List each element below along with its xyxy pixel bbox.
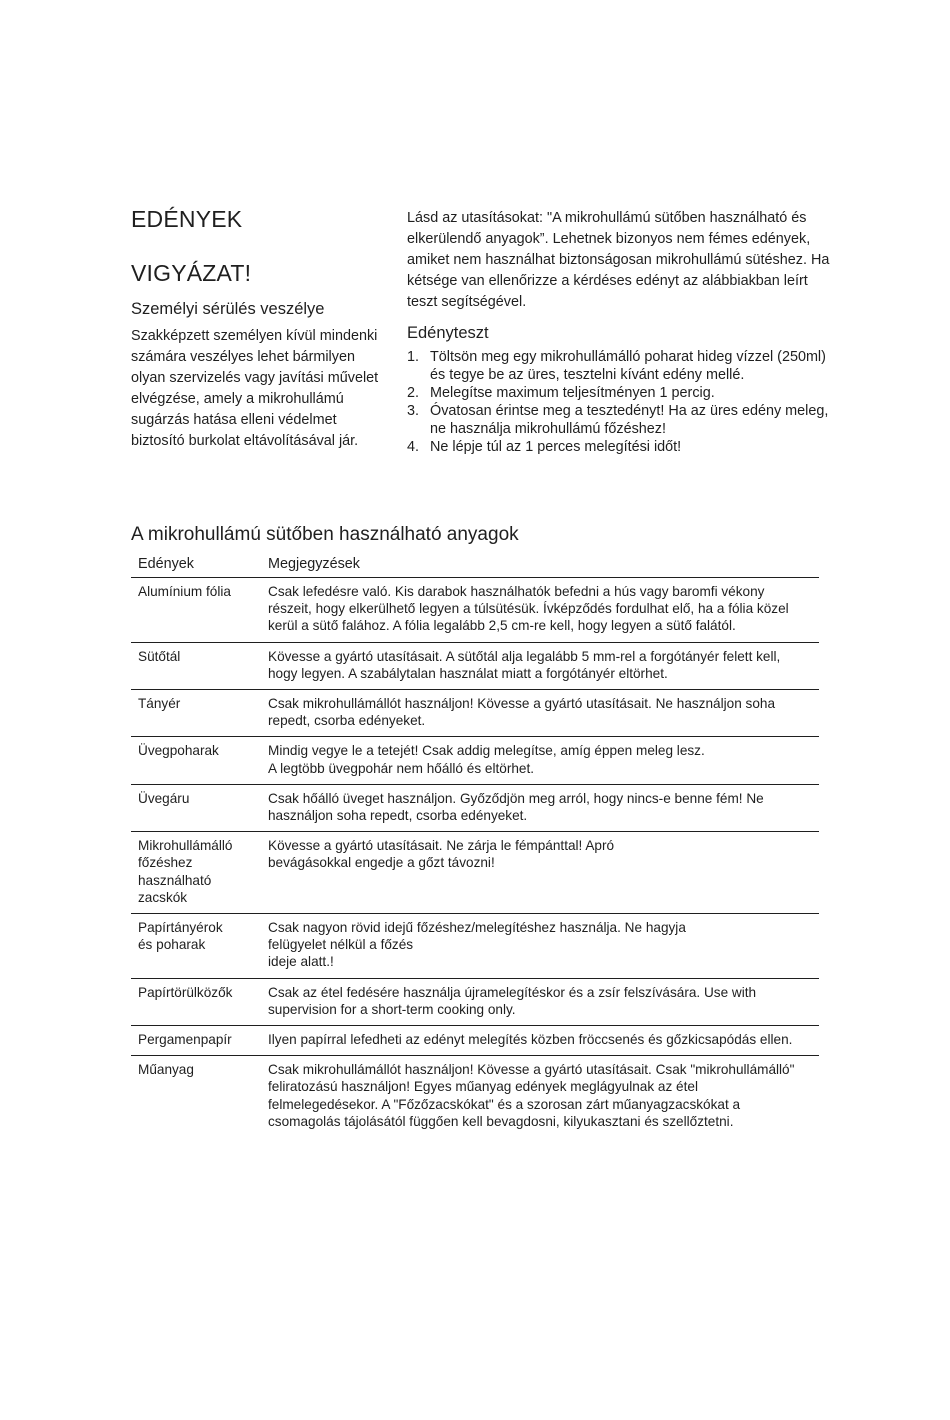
warning-title: VIGYÁZAT! xyxy=(131,260,252,286)
left-column xyxy=(131,204,389,452)
table-row xyxy=(131,737,819,784)
item-cell: Üvegpoharak xyxy=(131,737,261,784)
table-row xyxy=(131,784,819,831)
table-row xyxy=(131,1026,819,1056)
table-body xyxy=(131,578,819,1138)
item-cell: Műanyag xyxy=(138,1062,194,1078)
step-number: 1. xyxy=(407,349,420,365)
table-row xyxy=(131,1056,819,1137)
item-cell: Tányér xyxy=(131,690,261,737)
note-cell: Csak mikrohullámállót használjon! Kövesse a gyártó utasításait. Csak "mikrohullámálló" feliratozású használjon! Egyes műanyag edények meglágyulnak az étel felmelegedésekor. A "Főzőzacskókat" és a szorosan zárt műanyagzacskókat a csomagolás tájolásától függően kell bevagdosni, kilyukasztani és szellőztetni. xyxy=(268,1062,795,1129)
right-column xyxy=(407,208,837,456)
header-notes: Megjegyzések xyxy=(261,550,819,578)
item-cell: Alumínium fólia xyxy=(131,578,261,643)
table-row xyxy=(131,832,819,914)
test-step xyxy=(407,402,837,438)
note-cell: Csak hőálló üveget használjon. Győződjön meg arról, hogy nincs-e benne fém! Ne használjon soha repedt, csorba edényeket. xyxy=(261,784,819,831)
item-cell: Papírtányérok és poharak xyxy=(131,914,261,979)
table-header-row xyxy=(131,550,819,578)
test-step xyxy=(407,384,837,402)
materials-table xyxy=(131,550,819,1137)
item-cell: Pergamenpapír xyxy=(131,1026,261,1056)
table-row xyxy=(131,978,819,1025)
step-text: Melegítse maximum teljesítményen 1 percig. xyxy=(430,385,715,401)
intro-paragraph: Lásd az utasításokat: "A mikrohullámú sütőben használható és elkerülendő anyagok”. Lehetnek bizonyos nem fémes edények, amiket nem használhat biztonságosan mikrohullámú sütéshez. Ha kétsége van ellenőrizze a kérdéses edényt az alábbiakban leírt teszt segítségével. xyxy=(407,210,830,310)
note-cell: Kövesse a gyártó utasításait. A sütőtál alja legalább 5 mm-rel a forgótányér felett kell, hogy legyen. A szabálytalan használat miatt a forgótányér eltörhet. xyxy=(261,642,819,689)
note-cell: Csak nagyon rövid idejű főzéshez/melegítéshez használja. Ne hagyja felügyelet nélkül a főzés ideje alatt.! xyxy=(261,914,819,979)
table-row xyxy=(131,642,819,689)
note-cell: Ilyen papírral lefedheti az edényt melegítés közben fröccsenés és gőzkicsapódás ellen. xyxy=(261,1026,819,1056)
item-cell: Mikrohullámálló főzéshez használható zacskók xyxy=(131,832,261,914)
table-row xyxy=(131,690,819,737)
header-items: Edények xyxy=(131,550,261,578)
table-row xyxy=(131,914,819,979)
note-cell: Csak mikrohullámállót használjon! Kövesse a gyártó utasításait. Ne használjon soha repedt, csorba edényeket. xyxy=(261,690,819,737)
note-cell: Mindig vegye le a tetejét! Csak addig melegítse, amíg éppen meleg lesz. A legtöbb üvegpohár nem hőálló és eltörhet. xyxy=(261,737,819,784)
step-text: Óvatosan érintse meg a tesztedényt! Ha az üres edény meleg, ne használja mikrohullámú főzéshez! xyxy=(430,403,829,437)
section-title: EDÉNYEK xyxy=(131,206,243,232)
step-text: Ne lépje túl az 1 perces melegítési időt! xyxy=(430,439,682,455)
warning-body: Szakképzett személyen kívül mindenki számára veszélyes lehet bármilyen olyan szervizelés vagy javítási művelet elvégzése, amely a mikrohullámú sugárzás hatása elleni védelmet biztosító burkolat eltávolításával jár. xyxy=(131,328,379,449)
step-text: Töltsön meg egy mikrohullámálló poharat hideg vízzel (250ml) és tegye be az üres, tesztelni kívánt edény mellé. xyxy=(430,349,826,383)
step-number: 2. xyxy=(407,385,420,401)
item-cell: Papírtörülközők xyxy=(131,978,261,1025)
warning-subtitle: Személyi sérülés veszélye xyxy=(131,300,325,318)
step-number: 3. xyxy=(407,403,420,419)
note-cell: Kövesse a gyártó utasításait. Ne zárja le fémpánttal! Apró bevágásokkal engedje a gőzt távozni! xyxy=(261,832,819,914)
note-cell: Csak az étel fedésére használja újramelegítéskor és a zsír felszívására. Use with supervision for a short-term cooking only. xyxy=(261,978,819,1025)
table-title: A mikrohullámú sütőben használható anyagok xyxy=(131,524,519,545)
test-title: Edényteszt xyxy=(407,324,489,342)
test-step xyxy=(407,438,837,456)
step-number: 4. xyxy=(407,439,420,455)
item-cell: Sütőtál xyxy=(131,642,261,689)
test-step xyxy=(407,348,837,384)
item-cell: Üvegáru xyxy=(131,784,261,831)
note-cell: Csak lefedésre való. Kis darabok használhatók befedni a hús vagy baromfi vékony részeit, hogy elkerülhető legyen a túlsütésük. Ívképződés fordulhat elő, ha a fólia közel kerül a sütő falához. A fólia legalább 2,5 cm-re kell, hogy legyen a sütő falától. xyxy=(261,578,819,643)
test-steps xyxy=(407,348,837,456)
table-row xyxy=(131,578,819,643)
